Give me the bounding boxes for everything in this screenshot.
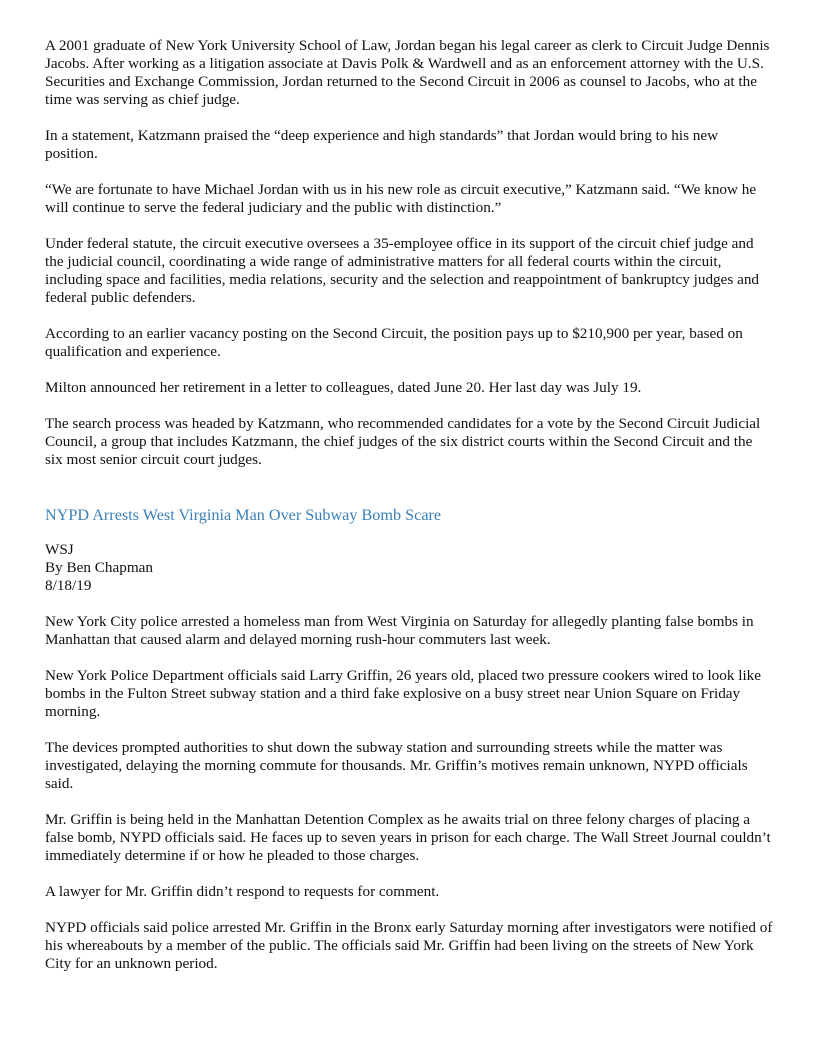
- paragraph: “We are fortunate to have Michael Jordan with us in his new role as circuit executive,” Katzmann said. “We know he will continue to serve the federal judiciary and the public with distinction.”: [45, 181, 757, 216]
- paragraph: New York Police Department officials said Larry Griffin, 26 years old, placed two pressure cookers wired to look like bombs in the Fulton Street subway station and a third fake explosive on a busy street near Union Square on Friday morning.: [45, 667, 762, 720]
- article-meta: [45, 541, 773, 595]
- paragraph: New York City police arrested a homeless man from West Virginia on Saturday for allegedly planting false bombs in Manhattan that caused alarm and delayed morning rush-hour commuters last week.: [45, 613, 754, 648]
- paragraph: A 2001 graduate of New York University School of Law, Jordan began his legal career as clerk to Circuit Judge Dennis Jacobs. After working as a litigation associate at Davis Polk & Wardwell and as an enforcement attorney with the U.S. Securities and Exchange Commission, Jordan returned to the Second Circuit in 2006 as counsel to Jacobs, who at the time was serving as chief judge.: [45, 37, 770, 108]
- paragraph: According to an earlier vacancy posting on the Second Circuit, the position pays up to $210,900 per year, based on qualification and experience.: [45, 325, 743, 360]
- article-source: WSJ: [45, 541, 74, 558]
- paragraph: In a statement, Katzmann praised the “deep experience and high standards” that Jordan would bring to his new position.: [45, 127, 719, 162]
- paragraph: Mr. Griffin is being held in the Manhattan Detention Complex as he awaits trial on three felony charges of placing a false bomb, NYPD officials said. He faces up to seven years in prison for each charge. The Wall Street Journal couldn’t immediately determine if or how he pleaded to those charges.: [45, 811, 771, 864]
- paragraph: Milton announced her retirement in a letter to colleagues, dated June 20. Her last day was July 19.: [45, 379, 642, 396]
- paragraph: NYPD officials said police arrested Mr. Griffin in the Bronx early Saturday morning after investigators were notified of his whereabouts by a member of the public. The officials said Mr. Griffin had been living on the streets of New York City for an unknown period.: [45, 919, 773, 972]
- section-divider-space: [45, 487, 773, 505]
- paragraph: The search process was headed by Katzmann, who recommended candidates for a vote by the Second Circuit Judicial Council, a group that includes Katzmann, the chief judges of the six district courts within the Second Circuit and the six most senior circuit court judges.: [45, 415, 761, 468]
- article-title-link[interactable]: NYPD Arrests West Virginia Man Over Subway Bomb Scare: [45, 506, 442, 524]
- article: [45, 505, 773, 973]
- previous-article-continuation: [45, 37, 773, 469]
- article-date: 8/18/19: [45, 577, 92, 594]
- paragraph: Under federal statute, the circuit executive oversees a 35-employee office in its support of the circuit chief judge and the judicial council, coordinating a wide range of administrative matters for all federal courts within the circuit, including space and facilities, media relations, security and the selection and reappointment of bankruptcy judges and federal public defenders.: [45, 235, 760, 306]
- paragraph: A lawyer for Mr. Griffin didn’t respond to requests for comment.: [45, 883, 440, 900]
- article-byline: By Ben Chapman: [45, 559, 153, 576]
- paragraph: The devices prompted authorities to shut down the subway station and surrounding streets while the matter was investigated, delaying the morning commute for thousands. Mr. Griffin’s motives remain unknown, NYPD officials said.: [45, 739, 748, 792]
- document-page: [45, 37, 773, 991]
